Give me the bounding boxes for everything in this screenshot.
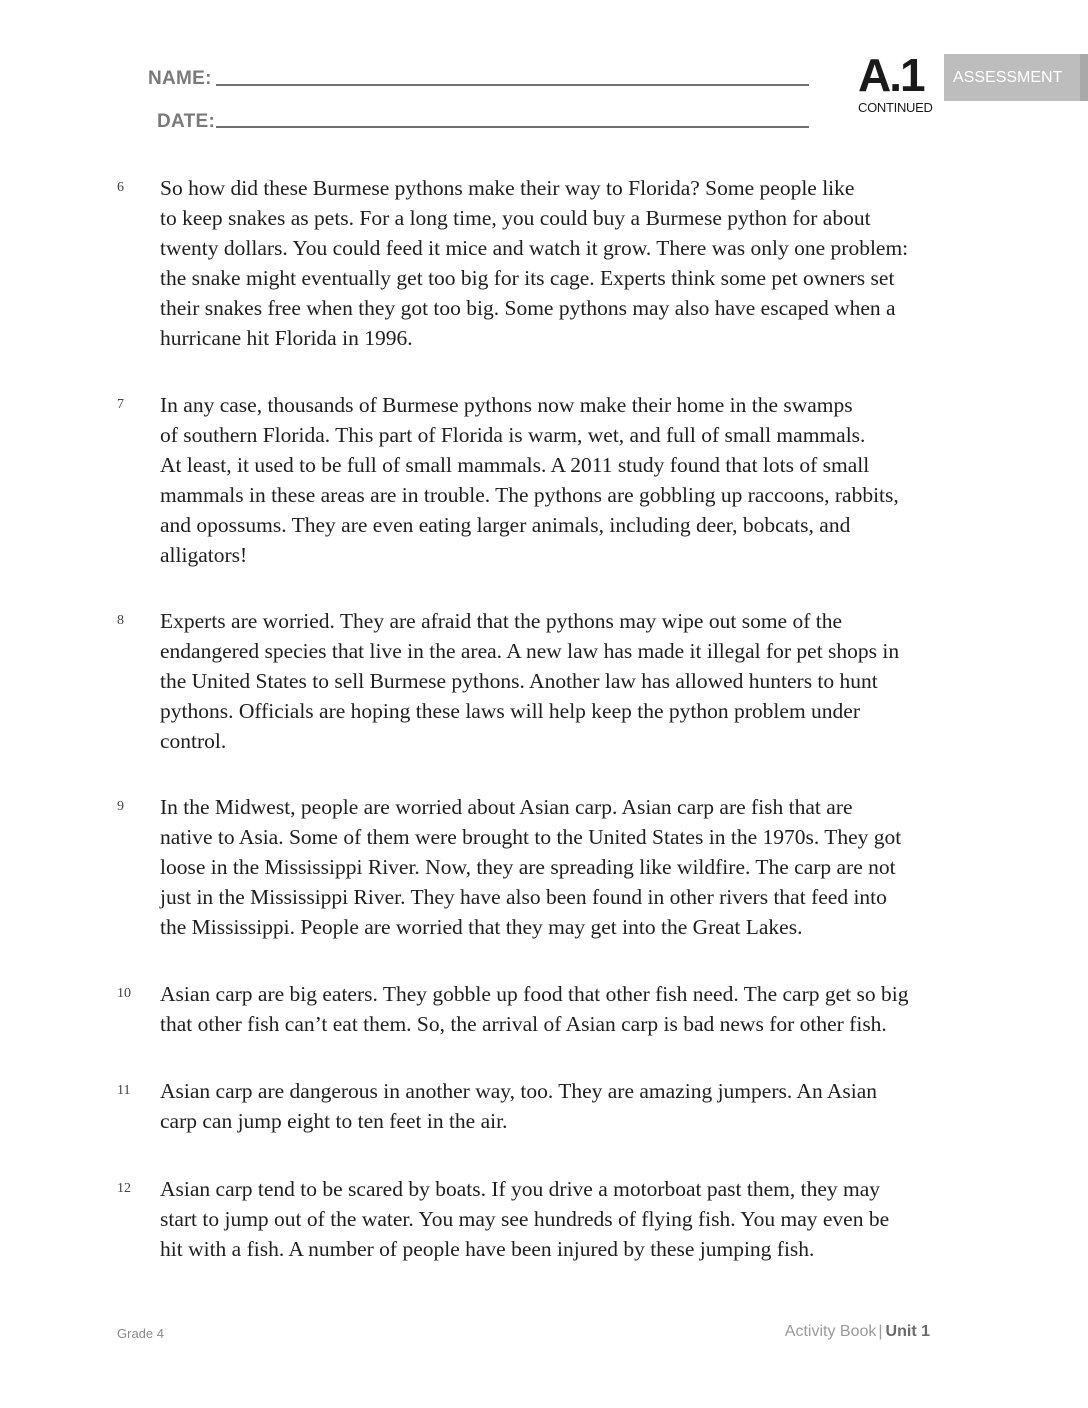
paragraph-text: Asian carp are dangerous in another way, too. They are amazing jumpers. An Asian carp can jump eight to ten feet in the air. [160,1079,878,1133]
paragraph-text: Asian carp tend to be scared by boats. If you drive a motorboat past them, they may start to jump out of the water. You may see hundreds of flying fish. You may even be hit with a fish. A number of people have been injured by these jumping fish. [160,1177,890,1261]
paragraph-text: Experts are worried. They are afraid that the pythons may wipe out some of the endangered species that live in the area. A new law has made it illegal for pet shops in the United States to sell Burmese pythons. Another law has allowed hunters to hunt pythons. Officials are hoping these laws will help keep the python problem under control. [160,609,900,753]
paragraph-number: 12 [117,1181,131,1196]
paragraph-text: So how did these Burmese pythons make their way to Florida? Some people like to keep snakes as pets. For a long time, you could buy a Burmese python for about twenty dollars. You could feed it mice and watch it grow. There was only one problem: the snake might eventually get too big for its cage. Experts think some pet owners set their snakes free when they got too big. Some pythons may also have escaped when a hurricane hit Florida in 1996. [160,176,909,350]
section-status: CONTINUED [858,100,933,115]
date-label: DATE: [157,111,216,132]
paragraph-number: 6 [117,180,124,195]
date-field[interactable] [216,126,809,128]
paragraph-number: 9 [117,799,124,814]
assessment-tab: ASSESSMENT [944,54,1088,101]
footer-separator: | [878,1323,883,1340]
paragraph-number: 8 [117,613,124,628]
paragraph-text: Asian carp are big eaters. They gobble up food that other fish need. The carp get so big that other fish can’t eat them. So, the arrival of Asian carp is bad news for other fish. [160,982,909,1036]
paragraph-number: 11 [117,1083,131,1098]
name-label: NAME: [148,68,212,89]
unit-name: Unit 1 [885,1323,930,1340]
paragraph-number: 7 [117,397,124,412]
paragraph-number: 10 [117,986,131,1001]
section-number: A.1 [858,49,924,101]
section-code [858,49,933,116]
paragraph-text: In the Midwest, people are worried about Asian carp. Asian carp are fish that are native to Asia. Some of them were brought to the United States in the 1970s. They got loose in the Mississippi River. Now, they are spreading like wildfire. The carp are not just in the Mississippi River. They have also been found in other rivers that feed into the Mississippi. People are worried that they may get into the Great Lakes. [160,795,902,939]
book-unit-label [785,1323,930,1341]
book-name: Activity Book [784,1323,877,1340]
grade-label: Grade 4 [117,1326,164,1341]
paragraph-text: In any case, thousands of Burmese pythons now make their home in the swamps of southern Florida. This part of Florida is warm, wet, and full of small mammals. At least, it used to be full of small mammals. A 2011 study found that lots of small mammals in these areas are in trouble. The pythons are gobbling up raccoons, rabbits, and opossums. They are even eating larger animals, including deer, bobcats, and alligators! [160,393,899,567]
name-field[interactable] [216,84,809,86]
